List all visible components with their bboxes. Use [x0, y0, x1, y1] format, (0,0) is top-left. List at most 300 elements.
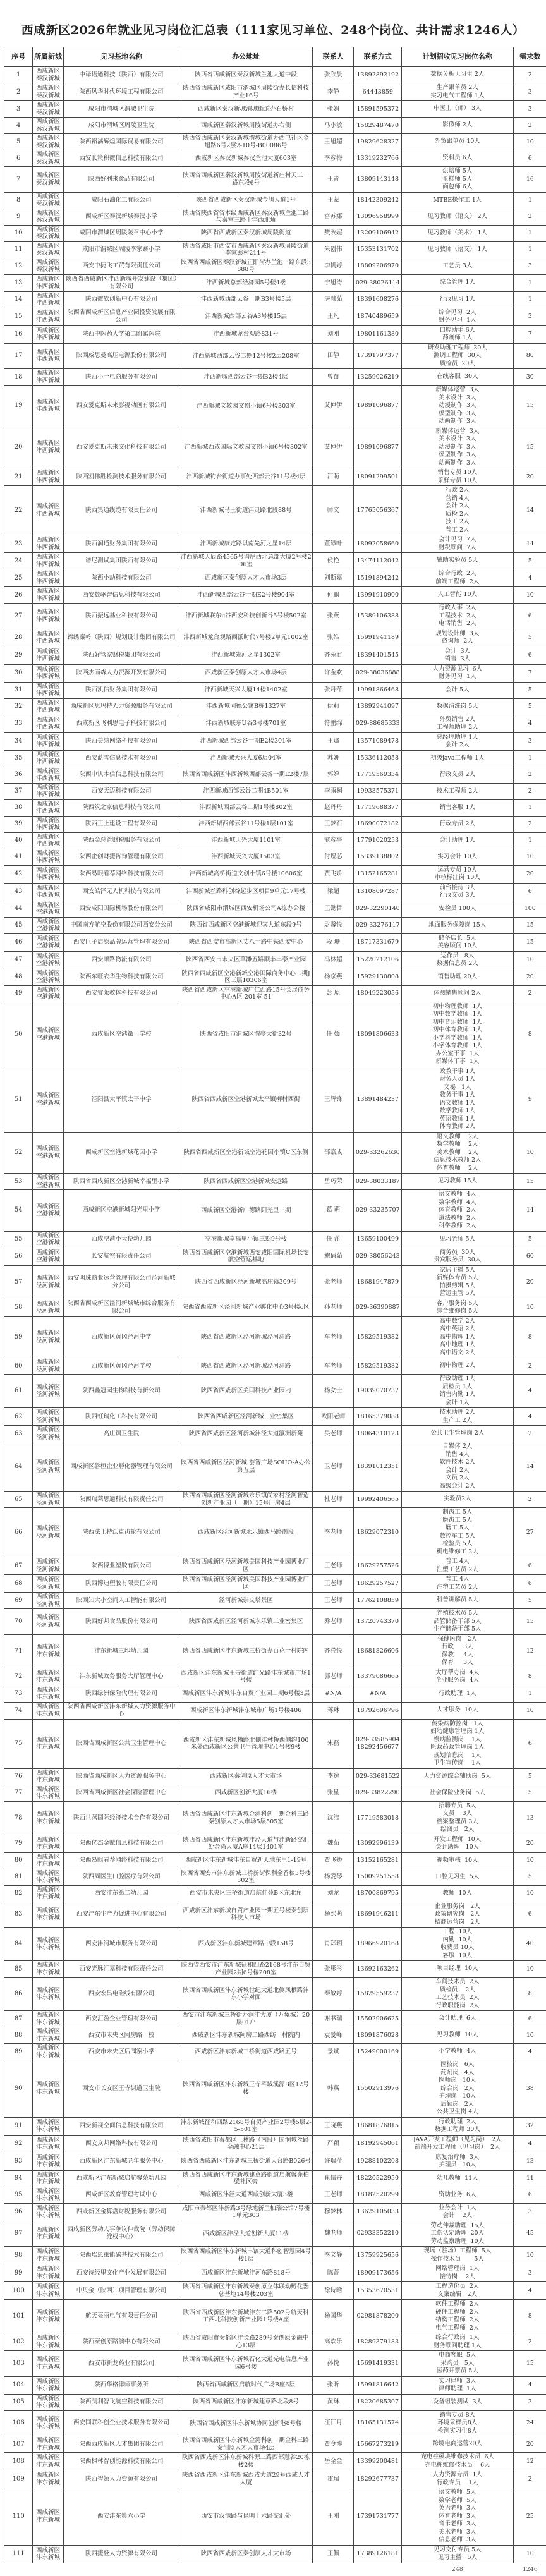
position-item: 绘图员 2人: [403, 1826, 512, 1834]
cell-phone: 13571089478: [354, 732, 402, 750]
position-item: 工程技术 2人: [403, 612, 512, 621]
table-row: [4, 816, 546, 832]
cell-contact: 谢书瑞: [312, 2011, 354, 2027]
cell-phone: 13319232766: [354, 150, 402, 167]
cell-seq: 46: [4, 933, 33, 951]
cell-address: 沣西新城钓台街道办事处西部云谷11号楼4层: [179, 468, 313, 486]
position-item: 数学老师 5人: [403, 2497, 512, 2505]
cell-contact: 霍瑞: [312, 2470, 354, 2488]
cell-city: 西咸新区沣西新城: [33, 587, 63, 604]
cell-address: 西咸新区空港新广德路阳光里三期: [179, 1190, 313, 1232]
cell-positions: [402, 258, 513, 274]
cell-phone: 15389106388: [354, 604, 402, 629]
position-item: 新媒体运营 3人: [403, 386, 512, 394]
cell-address: 陕西省西咸新区沣东新城沣东二路502号航天科工西北科技创新产业园1号楼A座: [179, 2300, 313, 2333]
cell-count: 5: [513, 682, 546, 698]
cell-phone: 15353131702: [354, 241, 402, 258]
position-item: 销售专员 10人: [403, 469, 512, 477]
cell-positions: [402, 2170, 513, 2187]
position-item: 会计 2人: [403, 741, 512, 750]
cell-count: 6: [513, 883, 546, 901]
position-item: 充电桩模块维修技术员 6人: [403, 2453, 512, 2462]
cell-positions: [402, 2044, 513, 2060]
position-item: 客服 10人: [403, 1952, 512, 1960]
position-item: 综合管理 1人: [403, 279, 512, 287]
position-item: 文员 2人: [403, 1474, 512, 1483]
cell-seq: 101: [4, 2300, 33, 2333]
table-row: [4, 1358, 546, 1375]
cell-seq: 43: [4, 883, 33, 901]
cell-phone: 17719569334: [354, 767, 402, 783]
position-item: 妇幼健康管理岗 1人: [403, 1728, 512, 1736]
position-item: 普工 4人: [403, 1558, 512, 1566]
cell-company-name: 陕西世藩国际经济技术合作有限公司: [63, 1801, 179, 1835]
cell-contact: 杨国华: [312, 2300, 354, 2333]
cell-positions: [402, 1190, 513, 1232]
position-item: 工伤认定助理 20人: [403, 2230, 512, 2238]
cell-count: 15: [513, 427, 546, 468]
position-item: 业务会计 1人: [403, 2204, 512, 2213]
cell-address: 陕西省西咸新区沣东新城秦创原立体联动孵化器总基地14号楼203室: [179, 2282, 313, 2300]
cell-city: 西咸新区沣西新城: [33, 535, 63, 553]
cell-count: 1: [513, 750, 546, 767]
cell-address: 陕西省西咸新区沣东新城金湾科创一期金科三路秦创原人才大市场4层: [179, 2436, 313, 2453]
cell-positions: [402, 83, 513, 101]
cell-city: 西咸新区沣东新城: [33, 2488, 63, 2546]
cell-phone: #N/A: [354, 1686, 402, 1702]
cell-company-name: 陕西虹瑞化工科技有限公司: [63, 1408, 179, 1426]
position-item: 品管储备干部 5人: [403, 1618, 512, 1626]
cell-address: 西安市沣东新城三桥街办润沣大厦（万象城）20层01户: [179, 2011, 313, 2027]
cell-phone: 18629257527: [354, 1575, 402, 1593]
cell-seq: 77: [4, 1785, 33, 1801]
cell-company-name: 陕西筑之家信息科技有限公司: [63, 799, 179, 816]
cell-seq: 107: [4, 2436, 33, 2453]
cell-count: 100: [513, 901, 546, 917]
cell-contact: 张丹萍: [312, 682, 354, 698]
cell-address: 陕西省西咸新区泾河新城·荟智广场SOHO-A办公第五层: [179, 1442, 313, 1492]
cell-phone: 19039070737: [354, 1375, 402, 1408]
cell-count: 6: [513, 2011, 546, 2027]
position-item: 技术助理 2人: [403, 1409, 512, 1417]
cell-seq: 7: [4, 167, 33, 193]
cell-address: 陕西省西咸新区泾河新城泾河湾路: [179, 1358, 313, 1375]
cell-phone: 19891096877: [354, 386, 402, 427]
cell-address: 陕西省西咸新区沣东新城丰镐大道科创智慧园4号楼1层: [179, 2247, 313, 2264]
cell-seq: 33: [4, 715, 33, 732]
cell-address: 西咸新区沣东新城建章路中段158号: [179, 1928, 313, 1961]
position-item: 规划信息岗 1人: [403, 1752, 512, 1760]
cell-phone: 17719688377: [354, 799, 402, 816]
cell-positions: [402, 2153, 513, 2170]
cell-positions: [402, 933, 513, 951]
cell-phone: 13891484237: [354, 1067, 402, 1132]
position-item: 卫生宣传岗 1人: [403, 1759, 512, 1768]
cell-contact: 杨京燕: [312, 969, 354, 985]
cell-city: 西咸新区空港新城: [33, 1002, 63, 1067]
position-item: 体育教师 2人: [403, 1123, 512, 1131]
cell-contact: 陈菁: [312, 2264, 354, 2282]
cell-phone: 18700869795: [354, 1885, 402, 1902]
table-row: [4, 2410, 546, 2436]
position-item: 家居主播 5人: [403, 1267, 512, 1275]
cell-phone: 18792696796: [354, 1702, 402, 1719]
table-row: [4, 901, 546, 917]
cell-phone: 18691946211: [354, 1902, 402, 1928]
cell-phone: 13892892192: [354, 67, 402, 83]
cell-contact: 岳巧荣: [312, 1174, 354, 1190]
cell-count: 1: [513, 241, 546, 258]
cell-positions: [402, 1961, 513, 1978]
position-item: 初中音乐教师 1人: [403, 1019, 512, 1027]
cell-city: 西咸新区沣东新城: [33, 2247, 63, 2264]
position-item: 数学教师 1人: [403, 1107, 512, 1115]
table-row: [4, 2333, 546, 2351]
cell-positions: [402, 816, 513, 832]
cell-city: 西咸新区秦汉新城: [33, 118, 63, 134]
cell-company-name: 西咸新区空港第一学校: [63, 1002, 179, 1067]
position-item: 网络管理岗 1人: [403, 2265, 512, 2273]
cell-seq: 23: [4, 535, 33, 553]
position-item: 人力资源综合辅助岗 5人: [403, 1773, 512, 1781]
cell-city: 西咸新区沣西新城: [33, 732, 63, 750]
cell-positions: [402, 101, 513, 118]
cell-positions: [402, 1231, 513, 1248]
cell-contact: 田静: [312, 343, 354, 369]
cell-company-name: 西安光脉汇嘉科技有限责任公司: [63, 1961, 179, 1978]
cell-contact: 蒋琳: [312, 1702, 354, 1719]
cell-phone: 18064310123: [354, 1426, 402, 1442]
cell-seq: 66: [4, 1508, 33, 1557]
position-item: 见习教师 10人: [403, 2031, 512, 2039]
cell-seq: 17: [4, 343, 33, 369]
table-row: [4, 2453, 546, 2470]
cell-company-name: 咸阳市渭城区渭城卫生院: [63, 101, 179, 118]
cell-city: 西咸新区沣西新城: [33, 629, 63, 647]
cell-city: 西咸新区沣西新城: [33, 569, 63, 587]
cell-count: 4: [513, 2135, 546, 2153]
cell-city: 西咸新区空港新城: [33, 1067, 63, 1132]
cell-city: 西咸新区沣东新城: [33, 2135, 63, 2153]
cell-seq: 99: [4, 2264, 33, 2282]
table-row: [4, 192, 546, 209]
cell-city: 西咸新区沣东新城: [33, 2282, 63, 2300]
cell-company-name: 西咸新区沣东新城启航馨苑幼儿园: [63, 2170, 179, 2187]
cell-company-name: 西安中捷飞工贸有限责任公司: [63, 258, 179, 274]
position-item: 开发工程师 10人: [403, 1836, 512, 1844]
cell-positions: [402, 1575, 513, 1593]
cell-company-name: 西安市未央区阿房路一校: [63, 2027, 179, 2044]
cell-company-name: 陕西企创财捷咨询管理有限公司: [63, 849, 179, 865]
cell-contact: 贾令博: [312, 2436, 354, 2453]
cell-phone: 18049223056: [354, 985, 402, 1002]
position-item: 模型制作 3人: [403, 410, 512, 418]
table-row: [4, 67, 546, 83]
cell-positions: [402, 427, 513, 468]
cell-contact: 屠慧茹: [312, 291, 354, 308]
cell-count: 24: [513, 2410, 546, 2436]
cell-count: 7: [513, 325, 546, 343]
cell-seq: 6: [4, 150, 33, 167]
position-item: 运作员 8人: [403, 952, 512, 961]
cell-company-name: 陕西埃恩束能碳基技术有限公司: [63, 2247, 179, 2264]
cell-positions: [402, 1557, 513, 1575]
position-item: 软件工程师 2人: [403, 2300, 512, 2309]
cell-phone: 029-33235707: [354, 1190, 402, 1232]
cell-contact: 齐滢悦: [312, 1634, 354, 1668]
internship-table: [4, 47, 546, 2576]
table-row: [4, 2394, 546, 2410]
position-item: 测调工程师 30人: [403, 352, 512, 360]
table-row: [4, 1928, 546, 1961]
cell-company-name: 西安爱克斯未来文化科技有限公司: [63, 427, 179, 468]
position-item: 外贸跟单员 10人: [403, 138, 512, 146]
cell-contact: 李帆婷: [312, 258, 354, 274]
cell-contact: 李老师: [312, 1508, 354, 1557]
table-row: [4, 167, 546, 193]
position-item: 医药开票员 5人: [403, 2367, 512, 2376]
cell-company-name: 西安顺路物流有限公司: [63, 951, 179, 969]
totals-empty: [63, 2563, 179, 2576]
table-row: [4, 1885, 546, 1902]
position-item: 幼儿教师 11人: [403, 2175, 512, 2183]
position-item: 社会保险业务岗 5人: [403, 1789, 512, 1797]
cell-phone: 15991816642: [354, 2376, 402, 2394]
cell-company-name: 西安长策积微信息科技有限公司: [63, 150, 179, 167]
cell-contact: 杨熙萌: [312, 1902, 354, 1928]
cell-company-name: 陕西省西咸新区人力资源服务中心: [63, 1768, 179, 1785]
cell-contact: 李文静: [312, 2247, 354, 2264]
cell-address: 陕西省西咸新区秦汉新城周陵街道新庄村天工一路东段6号: [179, 167, 313, 193]
cell-phone: 18681947879: [354, 1265, 402, 1299]
cell-seq: 89: [4, 2044, 33, 2060]
cell-company-name: 陕西润通财务集团有限公司: [63, 535, 179, 553]
cell-contact: 王老师: [312, 1575, 354, 1593]
cell-address: 陕西省西咸新区泾河新城美国科技产业园博业厂区: [179, 1557, 313, 1575]
position-item: 技术工程师 2人: [403, 787, 512, 796]
cell-company-name: 陕西好利来食品有限公司: [63, 167, 179, 193]
cell-phone: 18220522950: [354, 2170, 402, 2187]
cell-count: 2: [513, 1492, 546, 1508]
position-item: 新媒体专员 5人: [403, 1274, 512, 1282]
header-positions: 计划招收见习岗位名称: [402, 47, 513, 67]
position-item: 营运主管 5人: [403, 1290, 512, 1298]
cell-count: 15: [513, 933, 546, 951]
cell-city: 西咸新区沣东新城: [33, 2351, 63, 2377]
position-item: 小学科学教师 1人: [403, 1035, 512, 1043]
cell-address: 西咸新区沣东新城沣东自贸产业园二期6号楼3层: [179, 1686, 313, 1702]
cell-company-name: 沣东新城政务服务大厅管理中心: [63, 1668, 179, 1686]
table-row: [4, 2221, 546, 2247]
cell-count: 5: [513, 1768, 546, 1785]
table-row: [4, 2436, 546, 2453]
position-item: 人才服务 10人: [403, 1706, 512, 1715]
cell-city: 西咸新区沣西新城: [33, 799, 63, 816]
cell-address: 陕西省西咸新区沣东新城沣泾大道与沣新路交汇处金湾大厦A座14层1401室: [179, 1835, 313, 1852]
total-count: 1246: [513, 2563, 546, 2576]
position-item: 数据信息员 2人: [403, 960, 512, 968]
cell-phone: 18091806633: [354, 1002, 402, 1067]
cell-address: 沣西新城天兴大厦1101室: [179, 832, 313, 849]
cell-contact: 杨爱琴: [312, 1869, 354, 1885]
position-item: 人力资源见习 6人: [403, 665, 512, 674]
cell-seq: 34: [4, 732, 33, 750]
position-item: 会计助理 6人: [403, 2015, 512, 2023]
table-row: [4, 2545, 546, 2563]
cell-positions: [402, 715, 513, 732]
cell-positions: [402, 1978, 513, 2011]
cell-contact: 赵丹丹: [312, 799, 354, 816]
cell-city: 西咸新区沣东新城: [33, 1768, 63, 1785]
cell-contact: 曾苗: [312, 369, 354, 386]
cell-positions: [402, 2300, 513, 2333]
cell-phone: 13659100499: [354, 1231, 402, 1248]
cell-phone: 64443859: [354, 83, 402, 101]
cell-seq: 83: [4, 1902, 33, 1928]
cell-contact: 岳金金: [312, 2453, 354, 2470]
cell-phone: 029-38033187: [354, 1174, 402, 1190]
cell-contact: 魏老师: [312, 2221, 354, 2247]
cell-positions: [402, 2027, 513, 2044]
cell-count: 1: [513, 1686, 546, 1702]
position-item: 生产工 2人: [403, 1417, 512, 1425]
position-item: 会计助理 10人: [403, 1844, 512, 1852]
cell-company-name: 西咸新区思玛特人力资源服务有限公司: [63, 698, 179, 715]
cell-address: 沣西新城西部云谷A3号楼15层: [179, 308, 313, 325]
cell-phone: 029-33262630: [354, 1132, 402, 1174]
cell-count: 20: [513, 2436, 546, 2453]
cell-phone: 15829487470: [354, 118, 402, 134]
cell-positions: [402, 1358, 513, 1375]
table-row: [4, 682, 546, 698]
cell-contact: 樊改妮: [312, 225, 354, 241]
position-item: 政策研究岗 2人: [403, 1911, 512, 1919]
cell-company-name: 西咸新区沣东新城老年服务中心: [63, 2153, 179, 2170]
cell-company-name: 陕西秦创原路演中心有限公司: [63, 2333, 179, 2351]
cell-contact: 任 媛: [312, 1002, 354, 1067]
table-row: [4, 1248, 546, 1265]
cell-address: 西咸新区泾河新城永乐镇西马路南段: [179, 1508, 313, 1557]
cell-phone: 17389126181: [354, 2545, 402, 2563]
cell-city: 西咸新区泾河新城: [33, 1609, 63, 1635]
cell-count: 80: [513, 343, 546, 369]
cell-positions: [402, 783, 513, 799]
cell-phone: 02981878200: [354, 2300, 402, 2333]
cell-positions: [402, 274, 513, 291]
cell-seq: 62: [4, 1408, 33, 1426]
cell-contact: 杜老师: [312, 1492, 354, 1508]
position-item: 律师助理 1人: [403, 2385, 512, 2393]
position-item: 小学教师 4人: [403, 2048, 512, 2056]
cell-seq: 36: [4, 767, 33, 783]
cell-city: 西咸新区沣东新城: [33, 1928, 63, 1961]
cell-seq: 100: [4, 2282, 33, 2300]
position-item: 工程 10人: [403, 1928, 512, 1936]
cell-company-name: 中国南方航空股份有限公司西安分公司: [63, 917, 179, 933]
cell-company-name: 陕西微软创新中心有限公司: [63, 291, 179, 308]
cell-count: 5: [513, 1231, 546, 1248]
cell-city: 西咸新区沣西新城: [33, 647, 63, 664]
cell-address: 陕西省西咸新区沣东新城金湾科创一期金科三路秦创原人才大市场5层505室: [179, 1801, 313, 1835]
cell-count: 6: [513, 1575, 546, 1593]
position-item: MTBE操作工 1人: [403, 197, 512, 205]
cell-company-name: 陕西省西咸新区公共卫生管理中心: [63, 1719, 179, 1768]
position-item: 现场（驻场）工程师 5人: [403, 2247, 512, 2256]
cell-seq: 87: [4, 2011, 33, 2027]
cell-phone: 02933352210: [354, 2221, 402, 2247]
table-row: [4, 629, 546, 647]
cell-company-name: 西咸新区黄冈泾河中学: [63, 1316, 179, 1358]
cell-company-name: 陕西博业塑胶有限公司: [63, 1557, 179, 1575]
cell-seq: 91: [4, 2117, 33, 2135]
header-city: 所属新城: [33, 47, 63, 67]
cell-seq: 28: [4, 629, 33, 647]
table-row: [4, 1231, 546, 1248]
position-item: 保健医岗 2人: [403, 1636, 512, 1644]
position-item: 销售 4人: [403, 1451, 512, 1459]
cell-contact: 伊莉: [312, 698, 354, 715]
table-row: [4, 225, 546, 241]
cell-positions: [402, 799, 513, 816]
position-item: 口腔助手 6人: [403, 327, 512, 335]
cell-city: 西咸新区泾河新城: [33, 1299, 63, 1316]
cell-positions: [402, 150, 513, 167]
table-row: [4, 2470, 546, 2488]
cell-company-name: 西安汇盈企业管理有限公司: [63, 2011, 179, 2027]
cell-address: 咸阳市秦都区沣新路3号绿地新里柏瑞公馆7号楼1单元303: [179, 2203, 313, 2221]
cell-seq: 110: [4, 2488, 33, 2546]
cell-phone: 18165131574: [354, 2410, 402, 2436]
cell-seq: 105: [4, 2394, 33, 2410]
cell-phone: 18681826606: [354, 1634, 402, 1668]
cell-city: 西咸新区沣东新城: [33, 2545, 63, 2563]
cell-city: 西咸新区空港新城: [33, 985, 63, 1002]
cell-contact: 车老师: [312, 1358, 354, 1375]
table-row: [4, 849, 546, 865]
cell-phone: 13692163262: [354, 1961, 402, 1978]
cell-address: 陕西省西咸新区空港新城空港国际商务中心二期J区三层10306室: [179, 969, 313, 985]
table-row: [4, 209, 546, 225]
cell-positions: [402, 2333, 513, 2351]
cell-seq: 24: [4, 553, 33, 569]
cell-phone: 029-33276117: [354, 917, 402, 933]
cell-count: 10: [513, 587, 546, 604]
cell-company-name: 西咸空港小天使幼儿园: [63, 1231, 179, 1248]
cell-positions: [402, 1492, 513, 1508]
cell-count: 20: [513, 1835, 546, 1852]
table-row: [4, 2376, 546, 2394]
cell-address: 陕西省西咸新区空港新城广仁西路15号会展商务中心A区 201室-51: [179, 985, 313, 1002]
cell-city: 西咸新区秦汉新城: [33, 83, 63, 101]
cell-positions: [402, 2247, 513, 2264]
position-item: 在线客服 30人: [403, 373, 512, 381]
cell-address: 陕西省西咸新区空港新城空港花园小镇C区东侧: [179, 1132, 313, 1174]
cell-count: 6: [513, 2187, 546, 2203]
cell-city: 西咸新区秦汉新城: [33, 258, 63, 274]
cell-positions: [402, 732, 513, 750]
cell-phone: 18809206970: [354, 258, 402, 274]
cell-contact: 王辉锋: [312, 1067, 354, 1132]
cell-seq: 3: [4, 101, 33, 118]
cell-city: 西咸新区沣东新城: [33, 2011, 63, 2027]
cell-company-name: 陕西王上建设工程有限公司: [63, 816, 179, 832]
position-item: 结构工程师 2人: [403, 2316, 512, 2324]
table-row: [4, 2300, 546, 2333]
position-item: 会计 2人: [403, 502, 512, 511]
table-row: [4, 1575, 546, 1593]
cell-company-name: 西安明珠商业运营管理有限公司泾河新城分公司: [63, 1265, 179, 1299]
cell-contact: 徐诗晗: [312, 2282, 354, 2300]
